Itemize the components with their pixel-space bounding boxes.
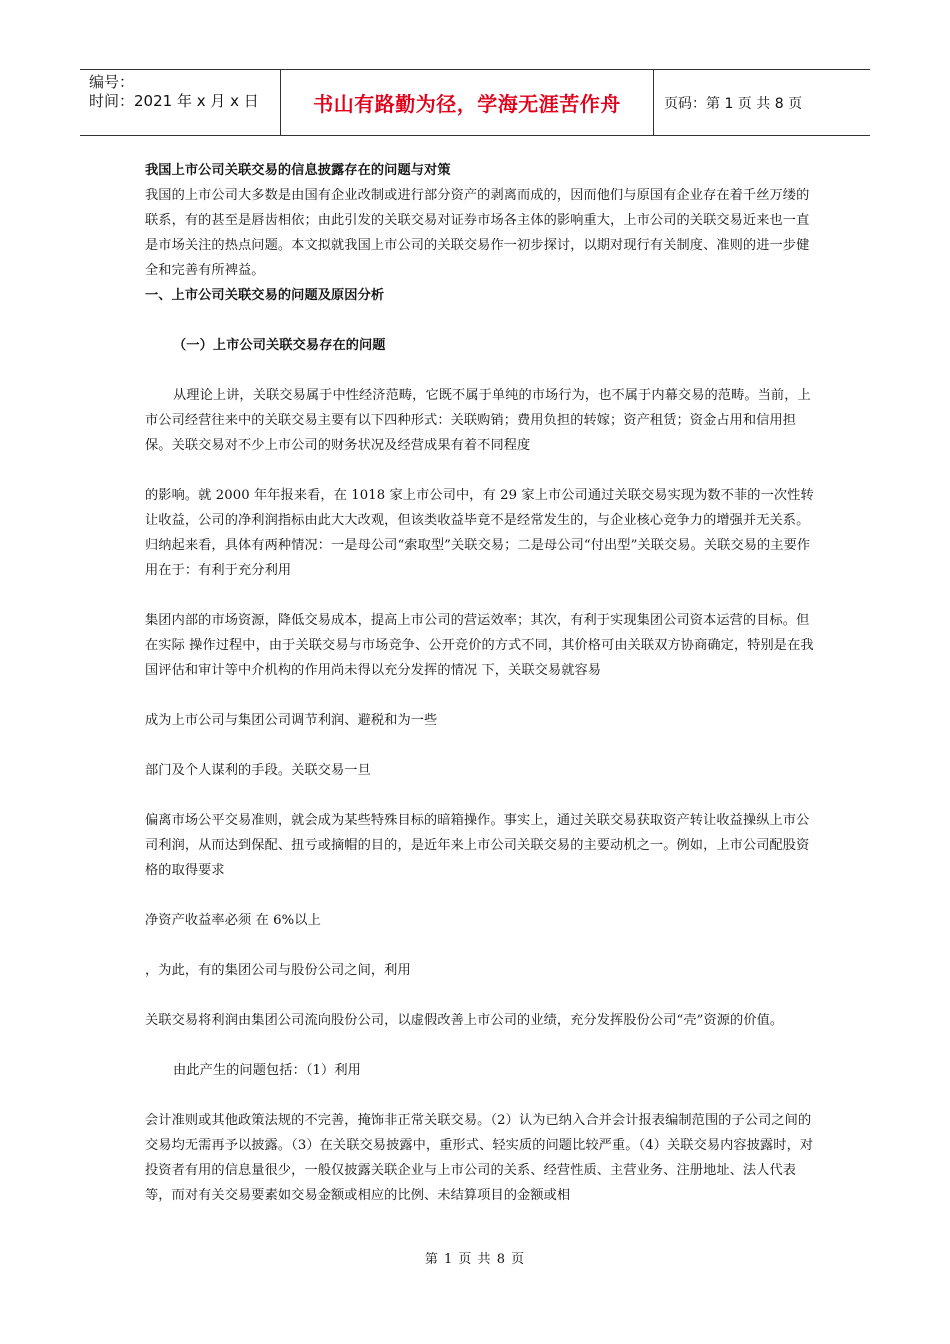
paragraph-10: 由此产生的问题包括：（1）利用 — [173, 1063, 361, 1078]
paragraph-9: 关联交易将利润由集团公司流向股份公司，以虚假改善上市公司的业绩，充分发挥股份公司“壳”资源的价值。 — [145, 1013, 784, 1028]
paragraph-8: ，为此，有的集团公司与股份公司之间，利用 — [145, 963, 411, 978]
paragraph-1: 从理论上讲，关联交易属于中性经济范畴，它既不属于单纯的市场行为，也不属于内幕交易的范畴。当前，上市公司经营往来中的关联交易主要有以下四种形式：关联购销；费用负担的转嫁；资产租赁；资金占用和信用担保。关联交易对不少上市公司的财务状况及经营成果有着不同程度 — [145, 388, 811, 453]
header-meta — [80, 70, 281, 135]
paragraph-2: 的影响。就 2000 年年报来看，在 1018 家上市公司中，有 29 家上市公司通过关联交易实现为数不菲的一次性转让收益，公司的净利润指标由此大大改观，但该类收益毕竟不是经常发生的，与企业核心竞争力的增强并无关系。归纳起来看，具体有两种情况：一是母公司“索取型”关联交易；二是母公司“付出型”关联交易。关联交易的主要作用在于：有利于充分利用 — [145, 488, 814, 578]
header-page-number: 页码：第 1 页 共 8 页 — [664, 95, 803, 112]
page-header — [80, 69, 870, 136]
paragraph-6: 偏离市场公平交易准则，就会成为某些特殊目标的暗箱操作。事实上，通过关联交易获取资产转让收益操纵上市公司利润，从而达到保配、扭亏或摘帽的目的，是近年来上市公司关联交易的主要动机之一。例如，上市公司配股资格的取得要求 — [145, 813, 810, 878]
paragraph-4: 成为上市公司与集团公司调节利润、避税和为一些 — [145, 713, 438, 728]
document-body — [145, 158, 815, 1208]
header-number: 编号： — [89, 73, 135, 91]
subsection-heading-1: （一）上市公司关联交易存在的问题 — [173, 338, 386, 353]
section-heading-1: 一、上市公司关联交易的问题及原因分析 — [145, 288, 385, 303]
paragraph-3: 集团内部的市场资源，降低交易成本，提高上市公司的营运效率；其次，有利于实现集团公司资本运营的目标。但在实际 操作过程中，由于关联交易与市场竞争、公开竞价的方式不同，其价格可由关联双方协商确定，特别是在我国评估和审计等中介机构的作用尚未得以充分发挥的情况 下，关联交易就容易 — [145, 613, 814, 678]
header-motto: 书山有路勤为径，学海无涯苦作舟 — [281, 70, 654, 135]
paragraph-5: 部门及个人谋利的手段。关联交易一旦 — [145, 763, 371, 778]
paragraph-11: 会计准则或其他政策法规的不完善，掩饰非正常关联交易。（2）认为已纳入合并会计报表编制范围的子公司之间的交易均无需再予以披露。（3）在关联交易披露中，重形式、轻实质的问题比较严重。（4）关联交易内容披露时，对投资者有用的信息量很少，一般仅披露关联企业与上市公司的关系、经营性质、主营业务、注册地址、法人代表等，而对有关交易要素如交易金额或相应的比例、未结算项目的金额或相 — [145, 1113, 814, 1203]
paragraph-7: 净资产收益率必须 在 6%以上 — [145, 913, 321, 928]
header-date: 时间：2021 年 x 月 x 日 — [89, 92, 259, 110]
intro-paragraph: 我国的上市公司大多数是由国有企业改制或进行部分资产的剥离而成的，因而他们与原国有企业存在着千丝万缕的联系，有的甚至是唇齿相依；由此引发的关联交易对证券市场各主体的影响重大，上市公司的关联交易近来也一直是市场关注的热点问题。本文拟就我国上市公司的关联交易作一初步探讨，以期对现行有关制度、准则的进一步健全和完善有所裨益。 — [145, 188, 810, 278]
document-title: 我国上市公司关联交易的信息披露存在的问题与对策 — [145, 163, 451, 178]
page-footer: 第 1 页 共 8 页 — [424, 1252, 526, 1267]
